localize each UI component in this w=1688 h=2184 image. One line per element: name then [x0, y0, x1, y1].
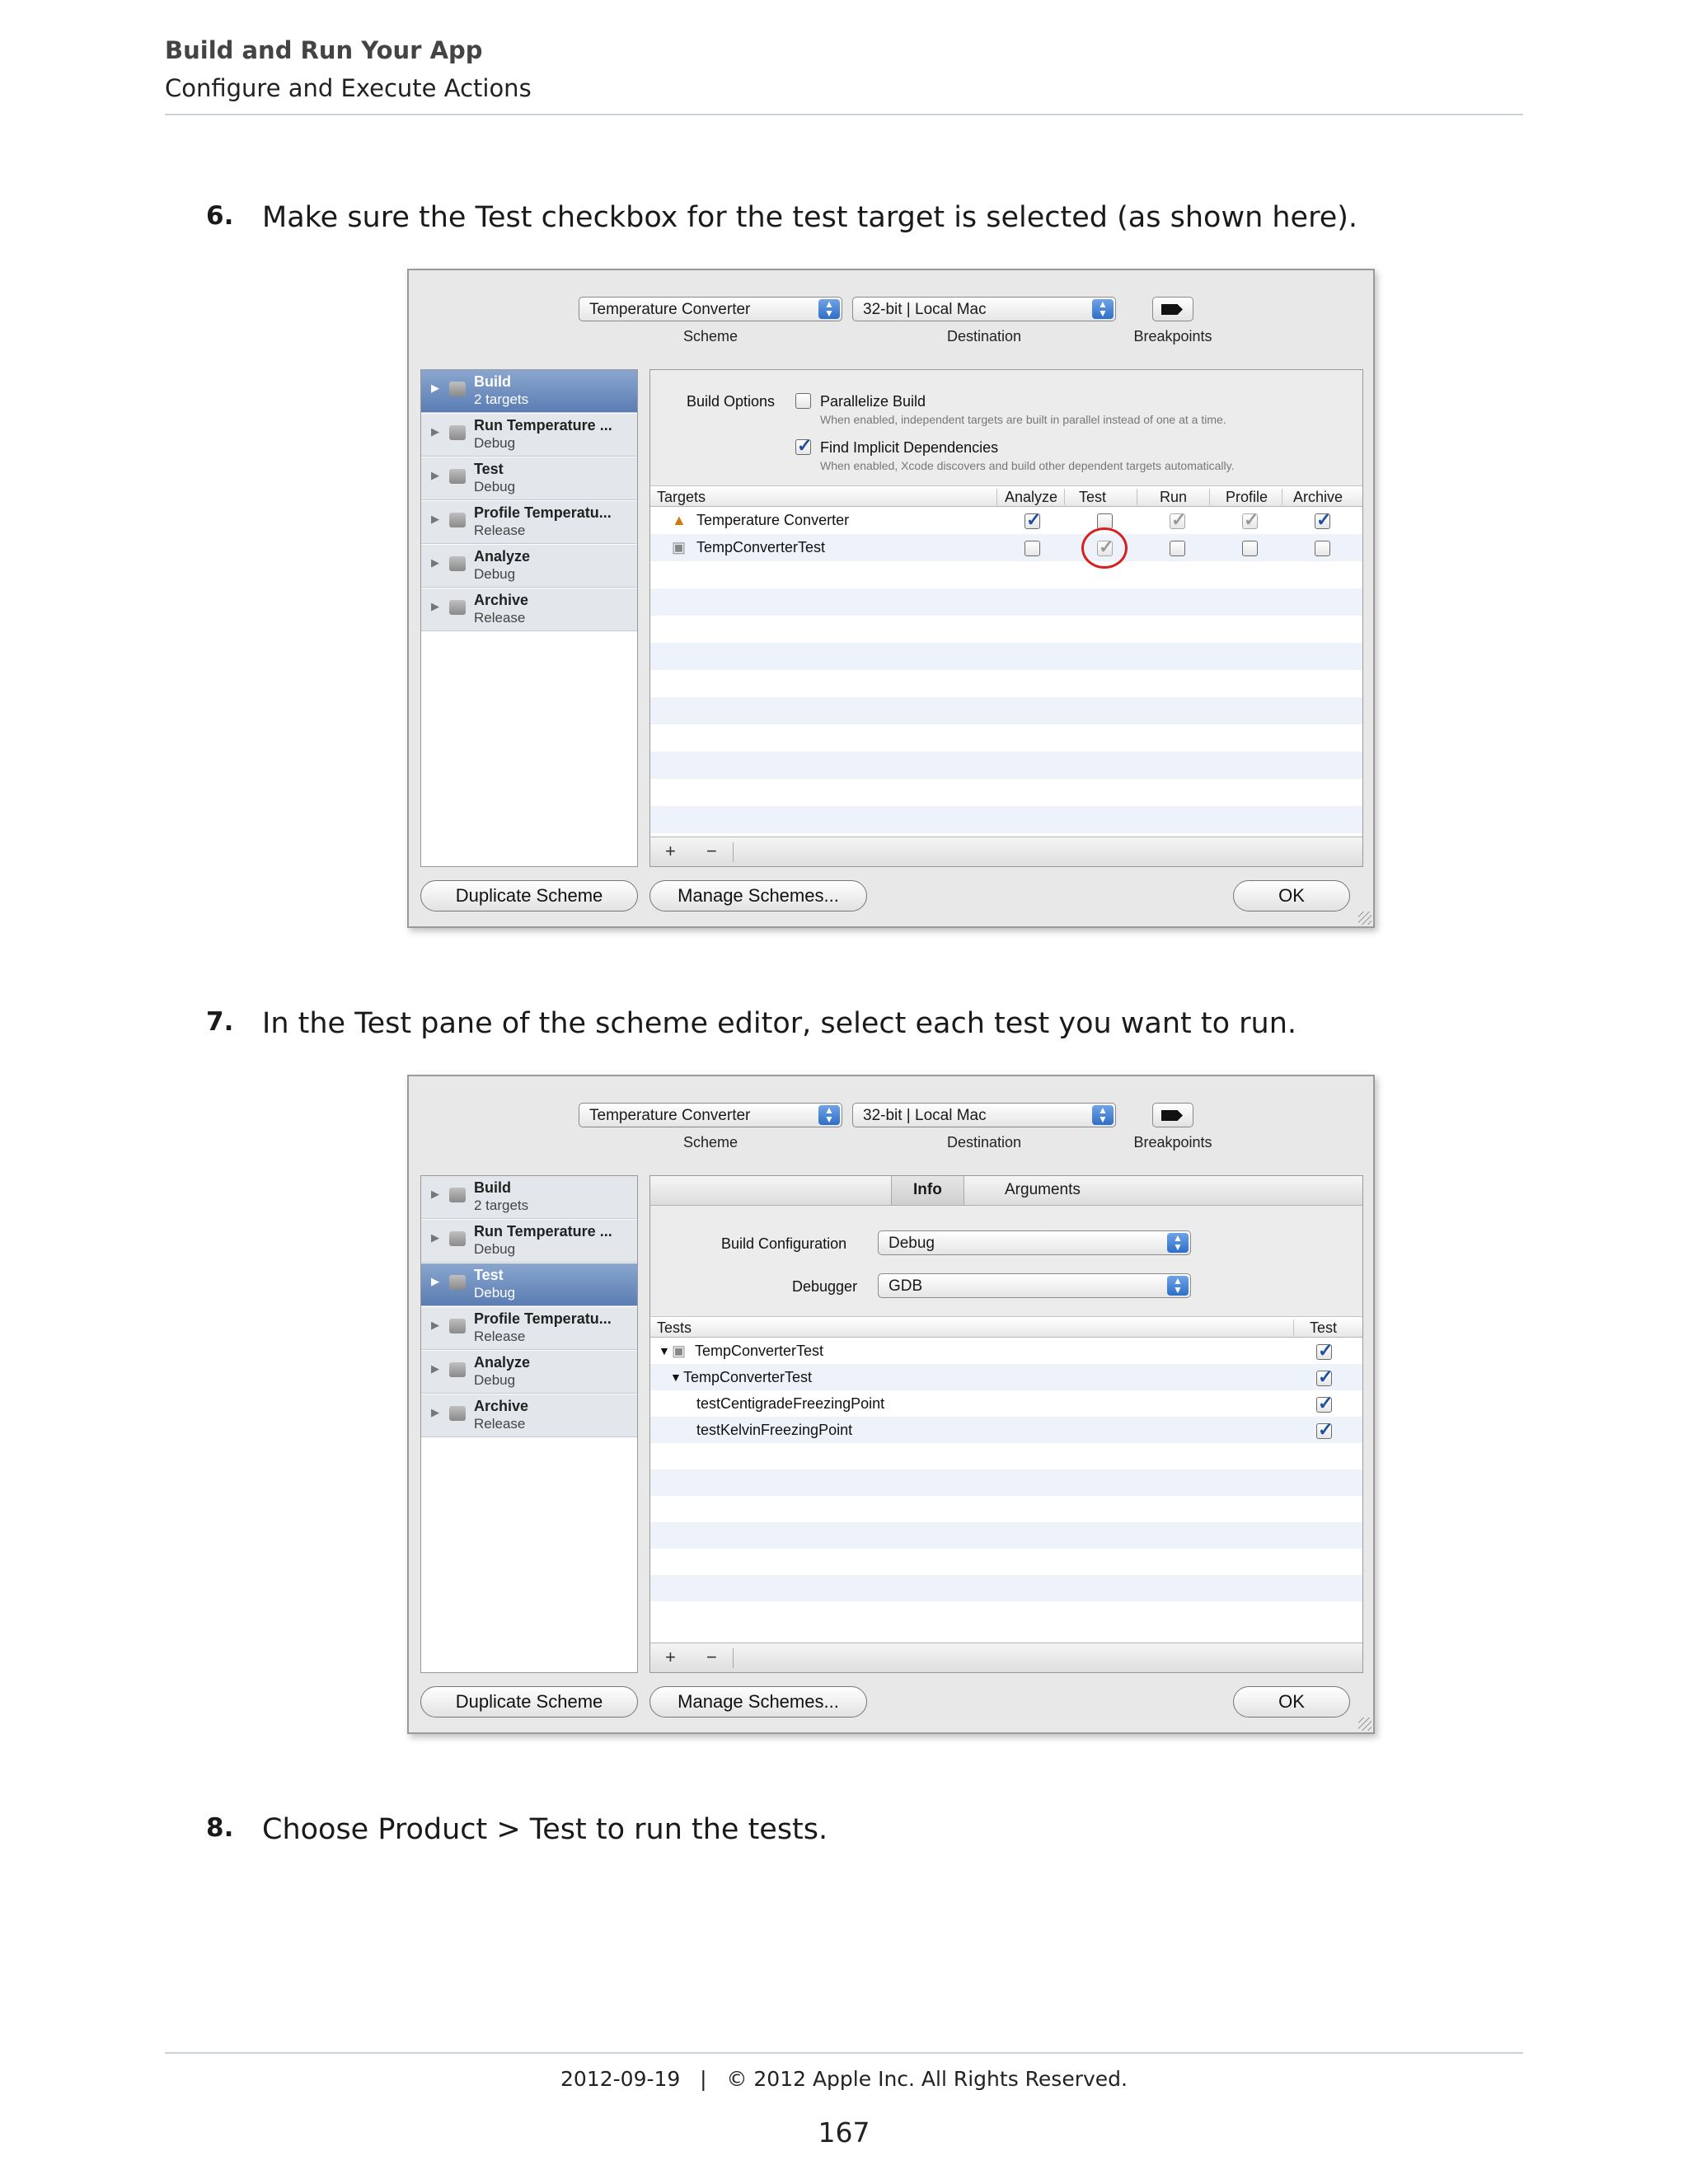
- table-row[interactable]: [650, 1390, 1362, 1417]
- disclosure-triangle-icon[interactable]: ▶: [431, 1231, 439, 1244]
- disclosure-triangle-icon[interactable]: ▶: [431, 1362, 439, 1375]
- disclosure-triangle-icon[interactable]: ▼: [659, 1344, 670, 1357]
- resize-grip-icon[interactable]: [1358, 1718, 1372, 1731]
- sidebar-item-title: Analyze: [474, 548, 531, 565]
- disclosure-triangle-icon[interactable]: ▶: [431, 513, 439, 525]
- run-checkbox[interactable]: [1170, 541, 1185, 556]
- remove-icon[interactable]: −: [706, 1647, 717, 1667]
- tab-bar: [650, 1176, 1362, 1206]
- test-bundle-icon: ▣: [672, 539, 687, 555]
- table-row[interactable]: [650, 1417, 1362, 1443]
- page-footer: [0, 2067, 1688, 2091]
- sidebar-item-test[interactable]: [421, 1263, 637, 1306]
- archive-checkbox[interactable]: [1315, 541, 1330, 556]
- scheme-popup[interactable]: [579, 297, 842, 321]
- footer-copyright: © 2012 Apple Inc. All Rights Reserved.: [726, 2067, 1128, 2091]
- scheme-action-sidebar: [420, 369, 638, 867]
- scheme-label: Scheme: [682, 1134, 738, 1151]
- popup-arrows-icon: ▲ ▼: [1167, 1276, 1189, 1296]
- sidebar-item-subtitle: Release: [474, 1329, 526, 1344]
- table-header: [650, 1316, 1362, 1338]
- add-icon[interactable]: +: [665, 841, 676, 861]
- sidebar-item-subtitle: Debug: [474, 479, 516, 494]
- sidebar-item-profile[interactable]: [421, 501, 637, 544]
- build-options-pane: [649, 369, 1363, 867]
- profile-checkbox[interactable]: [1242, 541, 1258, 556]
- build-configuration-value: Debug: [889, 1235, 935, 1252]
- table-footer-bar: [650, 837, 1362, 866]
- step-text: Choose Product > Test to run the tests.: [262, 1813, 828, 1846]
- build-configuration-popup[interactable]: [878, 1230, 1191, 1255]
- target-name: TempConverterTest: [696, 539, 826, 555]
- debugger-value: GDB: [889, 1277, 923, 1295]
- ok-button[interactable]: OK: [1233, 1686, 1350, 1718]
- table-row[interactable]: [650, 507, 1362, 534]
- disclosure-triangle-icon[interactable]: ▶: [431, 1275, 439, 1287]
- sidebar-item-title: Archive: [474, 1398, 529, 1414]
- parallelize-build-checkbox[interactable]: [795, 393, 811, 409]
- sidebar-item-title: Run Temperature ...: [474, 1223, 612, 1240]
- archive-icon: [449, 600, 466, 615]
- sidebar-item-subtitle: 2 targets: [474, 391, 529, 407]
- disclosure-triangle-icon[interactable]: ▶: [431, 600, 439, 612]
- test-name: testKelvinFreezingPoint: [696, 1422, 853, 1438]
- test-name: testCentigradeFreezingPoint: [696, 1395, 885, 1412]
- disclosure-triangle-icon[interactable]: ▶: [431, 556, 439, 569]
- build-icon: [449, 1188, 466, 1202]
- popup-arrows-icon: ▲ ▼: [818, 299, 840, 319]
- step-number: 7.: [206, 1007, 234, 1037]
- footer-separator: |: [700, 2067, 707, 2091]
- test-checkbox[interactable]: [1316, 1344, 1332, 1360]
- manage-schemes-button[interactable]: Manage Schemes...: [649, 1686, 867, 1718]
- table-row[interactable]: [650, 1364, 1362, 1390]
- column-header-analyze[interactable]: Analyze: [1005, 489, 1058, 505]
- sidebar-item-subtitle: Debug: [474, 566, 516, 582]
- column-header-tests[interactable]: Tests: [657, 1319, 692, 1336]
- breakpoints-label: Breakpoints: [1133, 328, 1212, 344]
- profile-icon: [449, 1319, 466, 1333]
- destination-popup-value: 32-bit | Local Mac: [863, 301, 987, 318]
- sidebar-item-subtitle: Release: [474, 610, 526, 626]
- popup-arrows-icon: ▲ ▼: [1092, 299, 1114, 319]
- build-configuration-label: Build Configuration: [721, 1235, 847, 1252]
- analyze-icon: [449, 556, 466, 571]
- column-header-archive[interactable]: Archive: [1293, 489, 1343, 505]
- sidebar-item-title: Build: [474, 1179, 511, 1196]
- add-icon[interactable]: +: [665, 1647, 676, 1667]
- popup-arrows-icon: ▲ ▼: [1092, 1105, 1114, 1125]
- destination-popup-value: 32-bit | Local Mac: [863, 1107, 987, 1124]
- test-icon: [449, 469, 466, 484]
- breakpoint-icon: [1161, 304, 1183, 315]
- destination-label: Destination: [946, 1134, 1022, 1151]
- resize-grip-icon[interactable]: [1358, 912, 1372, 925]
- step-text: In the Test pane of the scheme editor, select each test you want to run.: [262, 1007, 1297, 1040]
- sidebar-item-build[interactable]: [421, 1176, 637, 1219]
- sidebar-item-title: Build: [474, 373, 511, 390]
- disclosure-triangle-icon[interactable]: ▼: [670, 1371, 682, 1384]
- page-header: [165, 36, 1523, 102]
- analyze-icon: [449, 1362, 466, 1377]
- sidebar-item-archive[interactable]: [421, 1394, 637, 1437]
- sidebar-item-archive[interactable]: [421, 588, 637, 631]
- sidebar-item-subtitle: Debug: [474, 1372, 516, 1388]
- sidebar-item-subtitle: Release: [474, 523, 526, 538]
- tests-table: [650, 1316, 1362, 1643]
- scheme-editor-test: [407, 1075, 1375, 1734]
- disclosure-triangle-icon[interactable]: ▶: [431, 469, 439, 481]
- sidebar-item-run[interactable]: [421, 1220, 637, 1263]
- tab-arguments[interactable]: Arguments: [1005, 1181, 1081, 1198]
- step-number: 6.: [206, 201, 234, 231]
- manage-schemes-button[interactable]: Manage Schemes...: [649, 880, 867, 912]
- find-implicit-dependencies-checkbox[interactable]: [795, 439, 811, 455]
- sidebar-item-analyze[interactable]: [421, 1351, 637, 1394]
- test-action-pane: [649, 1175, 1363, 1673]
- breakpoints-label: Breakpoints: [1133, 1134, 1212, 1151]
- run-icon: [449, 1231, 466, 1246]
- sidebar-item-subtitle: Debug: [474, 435, 516, 451]
- build-options-label: Build Options: [687, 393, 776, 410]
- sidebar-item-subtitle: Release: [474, 1416, 526, 1432]
- tab-info[interactable]: Info: [891, 1176, 964, 1205]
- table-header: [650, 485, 1362, 507]
- sidebar-item-subtitle: Debug: [474, 1285, 516, 1301]
- disclosure-triangle-icon[interactable]: ▶: [431, 382, 439, 394]
- table-row[interactable]: [650, 534, 1362, 561]
- test-icon: [449, 1275, 466, 1290]
- page-number: 167: [818, 2116, 870, 2149]
- remove-icon[interactable]: −: [706, 841, 717, 861]
- ok-button[interactable]: OK: [1233, 880, 1350, 912]
- sidebar-item-title: Test: [474, 461, 504, 477]
- analyze-checkbox[interactable]: [1025, 541, 1040, 556]
- parallelize-build-note: When enabled, independent targets are built in parallel instead of one at a time.: [820, 413, 1226, 426]
- destination-popup[interactable]: [852, 297, 1116, 321]
- sidebar-item-title: Profile Temperatu...: [474, 504, 612, 521]
- header-divider: [165, 114, 1523, 115]
- test-checkbox[interactable]: [1316, 1397, 1332, 1413]
- sidebar-item-subtitle: Debug: [474, 1241, 516, 1257]
- find-implicit-dependencies-note: When enabled, Xcode discovers and build other dependent targets automatically.: [820, 459, 1235, 472]
- sidebar-item-test[interactable]: [421, 457, 637, 500]
- find-implicit-dependencies-label: Find Implicit Dependencies: [820, 439, 999, 456]
- sidebar-item-title: Test: [474, 1267, 504, 1283]
- section-title: Configure and Execute Actions: [165, 74, 532, 102]
- app-icon: ▲: [672, 512, 687, 528]
- test-checkbox[interactable]: [1316, 1371, 1332, 1386]
- build-icon: [449, 382, 466, 396]
- sidebar-item-title: Archive: [474, 592, 529, 608]
- step-number: 8.: [206, 1813, 234, 1843]
- breakpoints-button[interactable]: [1152, 1103, 1193, 1127]
- disclosure-triangle-icon[interactable]: ▶: [431, 1406, 439, 1418]
- debugger-popup[interactable]: [878, 1273, 1191, 1298]
- scheme-popup-value: Temperature Converter: [589, 301, 751, 318]
- scheme-label: Scheme: [682, 328, 738, 344]
- sidebar-item-title: Run Temperature ...: [474, 417, 612, 434]
- profile-checkbox[interactable]: [1242, 513, 1258, 529]
- scheme-editor-build: [407, 269, 1375, 928]
- footer-divider: [165, 2052, 1523, 2054]
- analyze-checkbox[interactable]: [1025, 513, 1040, 529]
- sidebar-item-profile[interactable]: [421, 1307, 637, 1350]
- disclosure-triangle-icon[interactable]: ▶: [431, 425, 439, 438]
- debugger-label: Debugger: [792, 1278, 858, 1295]
- archive-icon: [449, 1406, 466, 1421]
- column-header-test[interactable]: Test: [1079, 489, 1107, 505]
- disclosure-triangle-icon[interactable]: ▶: [431, 1188, 439, 1200]
- chapter-title: Build and Run Your App: [165, 36, 483, 64]
- column-header-profile[interactable]: Profile: [1226, 489, 1268, 505]
- test-bundle-icon: ▣: [672, 1343, 687, 1359]
- scheme-popup-value: Temperature Converter: [589, 1107, 751, 1124]
- target-name: Temperature Converter: [696, 512, 850, 528]
- scheme-popup[interactable]: [579, 1103, 842, 1127]
- footer-date: 2012-09-19: [560, 2067, 681, 2091]
- destination-popup[interactable]: [852, 1103, 1116, 1127]
- table-row[interactable]: [650, 1338, 1362, 1364]
- sidebar-item-analyze[interactable]: [421, 545, 637, 588]
- run-icon: [449, 425, 466, 440]
- column-header-test[interactable]: Test: [1310, 1319, 1338, 1336]
- duplicate-scheme-button[interactable]: Duplicate Scheme: [420, 880, 638, 912]
- profile-icon: [449, 513, 466, 527]
- sidebar-item-subtitle: 2 targets: [474, 1197, 529, 1213]
- step-text: Make sure the Test checkbox for the test target is selected (as shown here).: [262, 201, 1358, 234]
- sidebar-item-build[interactable]: [421, 370, 637, 413]
- table-footer-bar: [650, 1643, 1362, 1672]
- column-header-run[interactable]: Run: [1160, 489, 1188, 505]
- sidebar-item-run[interactable]: [421, 414, 637, 457]
- sidebar-item-title: Profile Temperatu...: [474, 1310, 612, 1327]
- popup-arrows-icon: ▲ ▼: [818, 1105, 840, 1125]
- archive-checkbox[interactable]: [1315, 513, 1330, 529]
- destination-label: Destination: [946, 328, 1022, 344]
- scheme-action-sidebar: [420, 1175, 638, 1673]
- breakpoints-button[interactable]: [1152, 297, 1193, 321]
- parallelize-build-label: Parallelize Build: [820, 393, 926, 410]
- targets-table: [650, 485, 1362, 837]
- test-checkbox[interactable]: [1316, 1423, 1332, 1439]
- run-checkbox[interactable]: [1170, 513, 1185, 529]
- sidebar-item-title: Analyze: [474, 1354, 531, 1371]
- test-name: TempConverterTest: [683, 1369, 813, 1385]
- column-header-targets[interactable]: Targets: [657, 489, 706, 505]
- breakpoint-icon: [1161, 1110, 1183, 1121]
- disclosure-triangle-icon[interactable]: ▶: [431, 1319, 439, 1331]
- popup-arrows-icon: ▲ ▼: [1167, 1233, 1189, 1253]
- duplicate-scheme-button[interactable]: Duplicate Scheme: [420, 1686, 638, 1718]
- test-name: TempConverterTest: [695, 1343, 824, 1359]
